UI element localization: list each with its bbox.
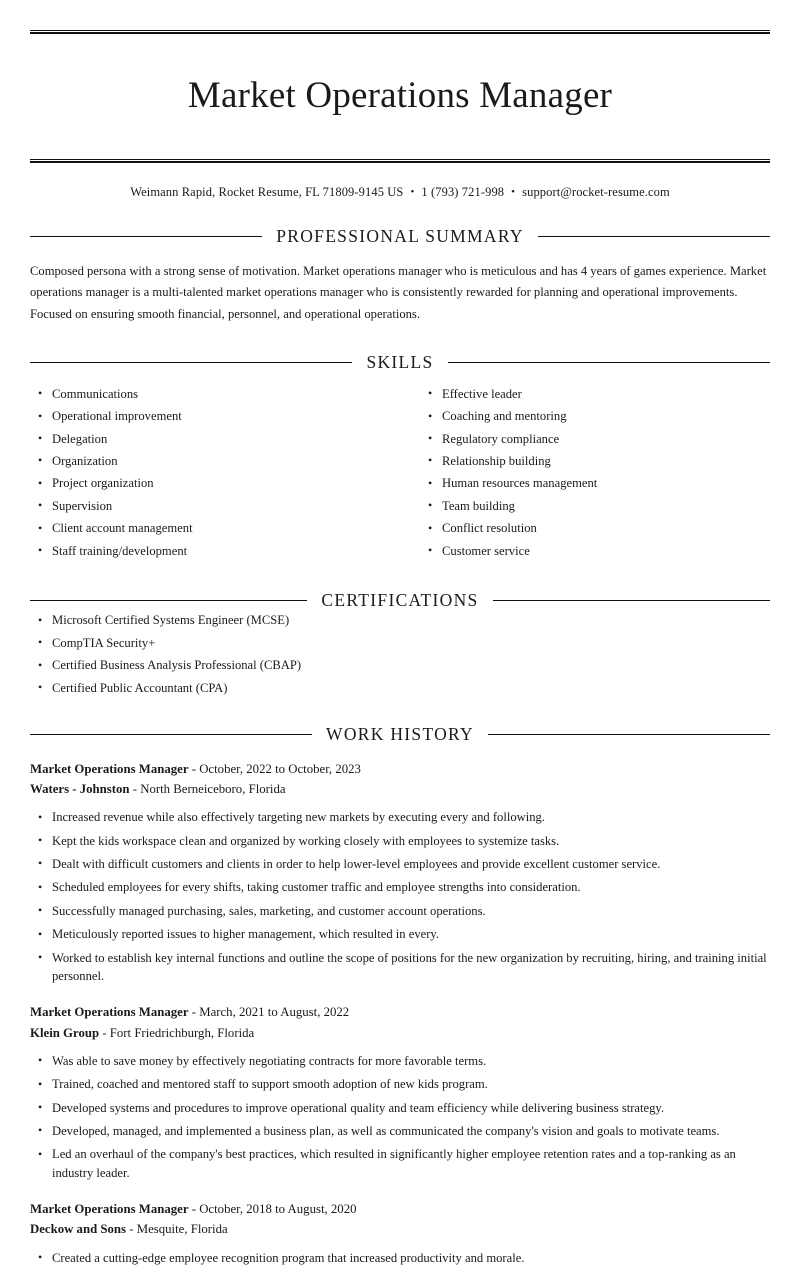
list-item: • Customer service [420, 542, 770, 561]
job-role: Market Operations Manager [30, 761, 189, 776]
contact-phone: 1 (793) 721-998 [421, 184, 505, 199]
section-title-skills: SKILLS [366, 351, 434, 372]
section-title-certifications: CERTIFICATIONS [321, 590, 479, 611]
job-bullets [30, 1249, 770, 1267]
section-header-work-history [30, 724, 770, 745]
list-item: • Certified Public Accountant (CPA) [30, 679, 770, 698]
list-item: • Created a cutting-edge employee recognition program that increased productivity and morale. [30, 1249, 770, 1267]
list-item: • Project organization [30, 474, 400, 493]
skills-column-left [30, 385, 400, 565]
section-header-summary [30, 226, 770, 247]
list-item: • Effective leader [420, 385, 770, 404]
work-history-entry [30, 1199, 770, 1267]
job-company: Klein Group [30, 1025, 100, 1040]
list-item: • Operational improvement [30, 407, 400, 426]
job-role: Market Operations Manager [30, 1202, 189, 1217]
certifications-list [30, 611, 770, 697]
job-company: Deckow and Sons [30, 1222, 127, 1237]
section-header-certifications [30, 590, 770, 611]
job-dash: - [191, 761, 196, 776]
header-top-rule [30, 30, 770, 34]
job-dates: March, 2021 to August, 2022 [199, 1005, 350, 1020]
contact-separator-2: • [511, 185, 516, 198]
job-company-line [30, 1219, 770, 1239]
section-rule-right [493, 600, 770, 601]
list-item: • Staff training/development [30, 542, 400, 561]
list-item: • Meticulously reported issues to higher management, which resulted in every. [30, 925, 770, 944]
job-location: North Berneiceboro, Florida [140, 781, 286, 796]
resume-page [0, 30, 800, 1267]
summary-text: Composed persona with a strong sense of motivation. Market operations manager who is meticulous and has 4 years of games experience. Market operations manager is a multi-talented market operations manager who is consistently rewarded for planning and operational improvements. Focused on ensuring smooth financial, personnel, and operational operations. [30, 263, 767, 321]
list-item: • Dealt with difficult customers and clients in order to help lower-level employees and provide excellent customer service. [30, 855, 770, 874]
section-header-skills [30, 352, 770, 373]
list-item: • Team building [420, 497, 770, 516]
job-location: Mesquite, Florida [136, 1222, 228, 1237]
list-item: • Was able to save money by effectively negotiating contracts for more favorable terms. [30, 1052, 770, 1071]
job-dates: October, 2018 to August, 2020 [199, 1202, 357, 1217]
contact-separator-1: • [410, 185, 415, 198]
list-item: • Led an overhaul of the company's best practices, which resulted in significantly higher employee retention rates and a top-ranking as an industry leader. [30, 1145, 770, 1183]
job-role: Market Operations Manager [30, 1005, 189, 1020]
list-item: • Certified Business Analysis Professional (CBAP) [30, 656, 770, 675]
list-item: • Kept the kids workspace clean and organized by working closely with employees to systemize tasks. [30, 832, 770, 851]
list-item: • Scheduled employees for every shifts, taking customer traffic and employee strengths into consideration. [30, 878, 770, 897]
job-dash: - [191, 1005, 196, 1020]
list-item: • CompTIA Security+ [30, 634, 770, 653]
list-item: • Delegation [30, 430, 400, 449]
list-item: • Client account management [30, 519, 400, 538]
list-item: • Microsoft Certified Systems Engineer (MCSE) [30, 611, 770, 630]
list-item: • Communications [30, 385, 400, 404]
list-item: • Organization [30, 452, 400, 471]
list-item: • Supervision [30, 497, 400, 516]
section-rule-right [448, 362, 770, 363]
list-item: • Regulatory compliance [420, 430, 770, 449]
section-rule-left [30, 600, 307, 601]
job-dash: - [129, 1222, 134, 1237]
page-title: Market Operations Manager [187, 74, 613, 116]
skills-column-right [400, 385, 770, 565]
section-rule-left [30, 362, 352, 363]
list-item: • Developed systems and procedures to improve operational quality and team efficiency while delivering business strategy. [30, 1099, 770, 1118]
contact-email: support@rocket-resume.com [522, 184, 670, 199]
contact-line [30, 163, 770, 200]
list-item: • Conflict resolution [420, 519, 770, 538]
job-company-line [30, 1023, 770, 1043]
section-rule-left [30, 734, 312, 735]
list-item: • Trained, coached and mentored staff to support smooth adoption of new kids program. [30, 1075, 770, 1094]
contact-address: Weimann Rapid, Rocket Resume, FL 71809-9145 US [130, 184, 404, 199]
job-role-line [30, 759, 770, 779]
list-item: • Increased revenue while also effectively targeting new markets by executing every and following. [30, 808, 770, 827]
job-dash: - [102, 1025, 107, 1040]
job-location: Fort Friedrichburgh, Florida [109, 1025, 255, 1040]
skills-list-left [30, 385, 400, 561]
job-dates: October, 2022 to October, 2023 [199, 761, 361, 776]
work-history-entry [30, 759, 770, 987]
list-item: • Human resources management [420, 474, 770, 493]
section-title-work-history: WORK HISTORY [326, 723, 474, 744]
job-bullets [30, 1052, 770, 1183]
list-item: • Successfully managed purchasing, sales, marketing, and customer account operations. [30, 902, 770, 921]
list-item: • Coaching and mentoring [420, 407, 770, 426]
skills-columns [30, 385, 770, 565]
section-rule-left [30, 236, 262, 237]
section-rule-right [538, 236, 770, 237]
job-dash: - [132, 781, 138, 796]
job-bullets [30, 808, 770, 986]
section-title-summary: PROFESSIONAL SUMMARY [276, 225, 524, 246]
list-item: • Worked to establish key internal functions and outline the scope of positions for the new organization by recruiting, hiring, and training initial personnel. [30, 949, 770, 987]
job-company: Waters - Johnston [30, 781, 130, 796]
skills-list-right [420, 385, 770, 561]
job-role-line [30, 1002, 770, 1022]
section-rule-right [488, 734, 770, 735]
job-company-line [30, 779, 770, 799]
list-item: • Relationship building [420, 452, 770, 471]
job-dash: - [191, 1202, 196, 1217]
list-item: • Developed, managed, and implemented a business plan, as well as communicated the company's vision and goals to motivate teams. [30, 1122, 770, 1141]
work-history-entry [30, 1002, 770, 1183]
job-role-line [30, 1199, 770, 1219]
